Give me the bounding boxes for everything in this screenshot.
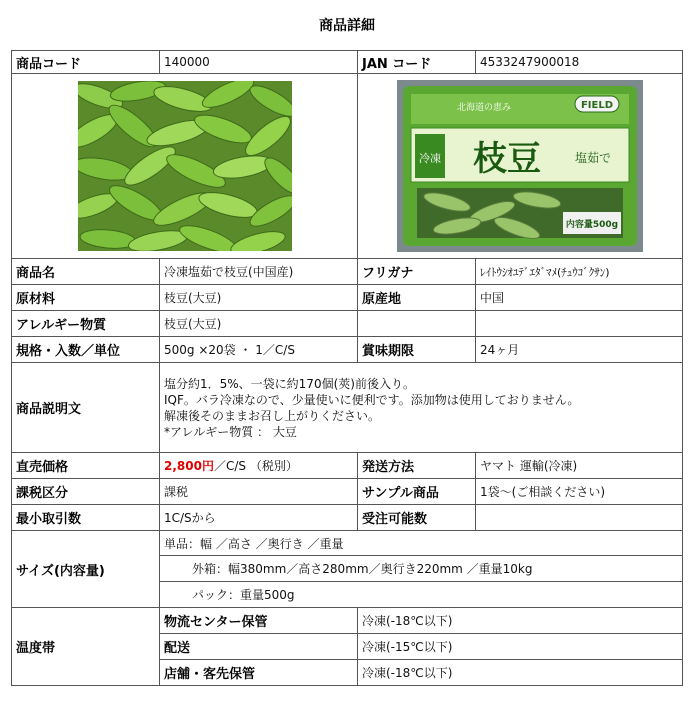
- table-row: [12, 479, 683, 505]
- temp-center-label: 物流センター保管: [160, 608, 358, 634]
- table-row: [12, 531, 683, 556]
- table-row: [12, 311, 683, 337]
- shipping-value: ヤマト 運輸(冷凍): [476, 453, 683, 479]
- price-label: 直売価格: [12, 453, 160, 479]
- allergy-label: アレルギー物質: [12, 311, 160, 337]
- name-label: 商品名: [12, 259, 160, 285]
- size-outer: 外箱：幅380mm／高さ280mm／奥行き220mm ／重量10kg: [160, 556, 683, 582]
- origin-label: 原産地: [358, 285, 476, 311]
- origin-value: 中国: [476, 285, 683, 311]
- table-row: [12, 608, 683, 634]
- tax-label: 課税区分: [12, 479, 160, 505]
- sample-value: 1袋～(ご相談ください): [476, 479, 683, 505]
- temperature-label: 温度帯: [12, 608, 160, 686]
- sample-label: サンプル商品: [358, 479, 476, 505]
- temp-store-label: 店舗・客先保管: [160, 660, 358, 686]
- code-label: 商品コード: [12, 51, 160, 74]
- material-label: 原材料: [12, 285, 160, 311]
- table-row: [12, 337, 683, 363]
- order-capacity-label: 受注可能数: [358, 505, 476, 531]
- min-order-label: 最小取引数: [12, 505, 160, 531]
- table-row: [12, 505, 683, 531]
- edamame-photo-cell: [12, 74, 358, 259]
- package-cold-label: 冷凍: [419, 152, 441, 165]
- table-row: [12, 285, 683, 311]
- package-photo-cell: [358, 74, 683, 259]
- order-capacity-value: [476, 505, 683, 531]
- description-label: 商品説明文: [12, 363, 160, 453]
- table-row: [12, 259, 683, 285]
- price-unit: ／C/S （税別）: [213, 459, 298, 473]
- name-value: 冷凍塩茹で枝豆(中国産): [160, 259, 358, 285]
- allergy-value: 枝豆(大豆): [160, 311, 358, 337]
- jan-value: 4533247900018: [476, 51, 683, 74]
- expiry-label: 賞味期限: [358, 337, 476, 363]
- package-product-name: 枝豆: [473, 139, 541, 179]
- jan-label: JAN コード: [358, 51, 476, 74]
- description-line: 解凍後そのままお召し上がりください。: [164, 408, 381, 423]
- min-order-value: 1C/Sから: [160, 505, 358, 531]
- size-label: サイズ(内容量): [12, 531, 160, 608]
- page-title: 商品詳細: [319, 18, 375, 34]
- table-row: [12, 51, 683, 74]
- expiry-value: 24ヶ月: [476, 337, 683, 363]
- empty-value: [476, 311, 683, 337]
- table-row: [12, 363, 683, 453]
- spec-label: 規格・入数／単位: [12, 337, 160, 363]
- package-salted-label: 塩茹で: [574, 151, 612, 165]
- description-value: [160, 363, 683, 453]
- material-value: 枝豆(大豆): [160, 285, 358, 311]
- kana-label: フリガナ: [358, 259, 476, 285]
- price-cell: [160, 453, 358, 479]
- description-line: *アレルギー物質 ： 大豆: [164, 424, 297, 439]
- product-detail-table: [11, 50, 683, 686]
- temp-delivery-label: 配送: [160, 634, 358, 660]
- package-photo: [397, 80, 643, 252]
- package-tagline: 北海道の恵み: [457, 103, 512, 113]
- spec-value: 500g ×20袋 ・ 1／C/S: [160, 337, 358, 363]
- table-row: [12, 453, 683, 479]
- description-line: IQF。バラ冷凍なので、少量使いに便利です。添加物は使用しておりません。: [164, 392, 580, 407]
- price-value: 2,800円: [164, 459, 214, 473]
- size-unit: 単品：幅 ／高さ ／奥行き ／重量: [160, 531, 683, 556]
- kana-value: ﾚｲﾄｳｼｵﾕﾃﾞｴﾀﾞﾏﾒ(ﾁｭｳｺﾞｸｻﾝ): [476, 259, 683, 285]
- temp-store-value: 冷凍(-18℃以下): [358, 660, 683, 686]
- image-row: [12, 74, 683, 259]
- code-value: 140000: [160, 51, 358, 74]
- temp-center-value: 冷凍(-18℃以下): [358, 608, 683, 634]
- shipping-label: 発送方法: [358, 453, 476, 479]
- size-pack: パック：重量500g: [160, 582, 683, 608]
- temp-delivery-value: 冷凍(-15℃以下): [358, 634, 683, 660]
- edamame-photo: [78, 81, 292, 251]
- package-brand: FIELD: [580, 100, 614, 111]
- package-content: 内容量500g: [565, 220, 619, 230]
- empty-label: [358, 311, 476, 337]
- tax-value: 課税: [160, 479, 358, 505]
- description-line: 塩分約1．5%、一袋に約170個(莢)前後入り。: [164, 376, 415, 391]
